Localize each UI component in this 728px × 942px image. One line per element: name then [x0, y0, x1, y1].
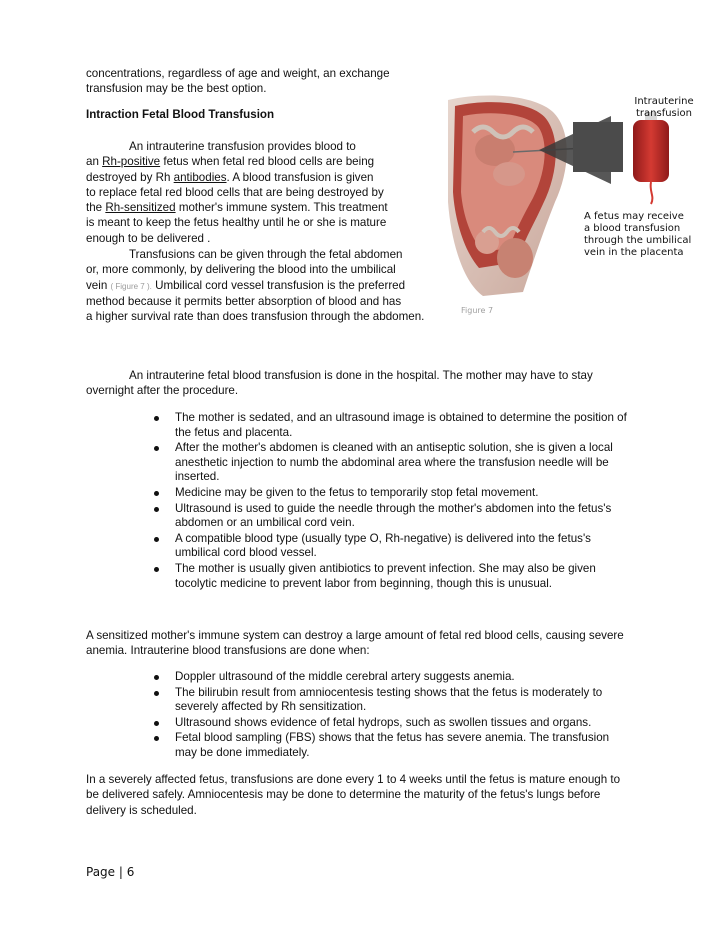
figure-label-line: A fetus may receive [584, 211, 684, 222]
text-run: . A blood transfusion is given [226, 170, 374, 184]
para-line: In a severely affected fetus, transfusions are done every 1 to 4 weeks until the fetus is mature enough to [86, 773, 621, 786]
figure-label-line: through the umbilical [584, 235, 692, 246]
list-item-line: The mother is sedated, and an ultrasound image is obtained to determine the position of [175, 411, 627, 424]
list-item [175, 532, 645, 561]
para-line: An intrauterine transfusion provides blood to [129, 140, 356, 153]
bullet-icon [154, 721, 159, 726]
list-item [175, 716, 645, 731]
paragraph-transfusion-routes [86, 247, 424, 324]
list-item [175, 486, 645, 501]
bullet-icon [154, 446, 159, 451]
list-item-line: severely affected by Rh sensitization. [175, 700, 367, 714]
text-run: the [86, 201, 106, 215]
bullet-icon [154, 537, 159, 542]
list-item-line: the fetus and placenta. [175, 425, 293, 439]
list-item-line: Ultrasound shows evidence of fetal hydrops, such as swollen tissues and organs. [175, 715, 592, 729]
indication-bullet-list [175, 670, 645, 762]
figure-caption: Figure 7 [461, 306, 494, 315]
list-item-line: may be done immediately. [175, 745, 310, 759]
list-item-line: Fetal blood sampling (FBS) shows that the fetus has severe anemia. The transfusion [175, 731, 610, 745]
bullet-icon [154, 691, 159, 696]
intro-line: transfusion may be the best option. [86, 82, 267, 96]
figure-label-line: vein in the placenta [584, 247, 684, 258]
paragraph-hospital [86, 368, 593, 399]
text-run: vein [86, 278, 111, 292]
text-run: destroyed by Rh [86, 170, 174, 184]
para-line: a higher survival rate than does transfusion through the abdomen. [86, 310, 425, 324]
para-line [86, 154, 388, 169]
para-line: is meant to keep the fetus healthy until he or she is mature [86, 216, 387, 230]
figure-label-line: transfusion [635, 108, 692, 119]
para-line: anemia. Intrauterine blood transfusions are done when: [86, 644, 370, 658]
text-run: fetus when fetal red blood cells are being [160, 155, 375, 169]
para-line: An intrauterine fetal blood transfusion is done in the hospital. The mother may have to stay [129, 369, 593, 382]
para-line: A sensitized mother's immune system can destroy a large amount of fetal red blood cells, causing severe [86, 629, 624, 642]
list-item [175, 411, 645, 440]
para-line [86, 170, 388, 185]
section-heading: Intraction Fetal Blood Transfusion [86, 108, 275, 121]
list-item-line: inserted. [175, 470, 220, 484]
figure-label-line: Intrauterine [634, 96, 694, 107]
para-line [86, 200, 388, 215]
para-line: method because it permits better absorption of blood and has [86, 294, 402, 308]
list-item [175, 502, 645, 531]
bullet-icon [154, 507, 159, 512]
rh-sensitized-link[interactable]: Rh-sensitized [105, 201, 176, 215]
para-line: or, more commonly, by delivering the blood into the umbilical [86, 263, 396, 277]
rh-positive-link[interactable]: Rh-positive [102, 155, 161, 169]
list-item-line: tocolytic medicine to prevent labor from beginning, though this is unusual. [175, 576, 553, 590]
list-item [175, 562, 645, 591]
para-line: be delivered safely. Amniocentesis may be done to determine the maturity of the fetus's lungs before [86, 788, 601, 802]
intro-paragraph [86, 66, 390, 97]
paragraph-frequency [86, 772, 620, 818]
paragraph-sensitized [86, 628, 624, 659]
bullet-icon [154, 567, 159, 572]
list-item-line: After the mother's abdomen is cleaned with an antiseptic solution, she is given a local [175, 441, 613, 455]
bullet-icon [154, 675, 159, 680]
para-line: delivery is scheduled. [86, 803, 197, 817]
bullet-icon [154, 736, 159, 741]
bullet-icon [154, 416, 159, 421]
figure-label-side [584, 211, 691, 259]
para-line: overnight after the procedure. [86, 384, 239, 398]
text-run: an [86, 155, 103, 169]
list-item [175, 731, 645, 760]
text-run: mother's immune system. This treatment [175, 201, 388, 215]
paragraph-intrauterine-transfusion [86, 139, 388, 246]
list-item-line: A compatible blood type (usually type O, Rh-negative) is delivered into the fetus's [175, 531, 591, 545]
figure-intrauterine-transfusion [443, 92, 701, 328]
list-item [175, 686, 645, 715]
figure-label-top [629, 96, 699, 120]
list-item-line: The mother is usually given antibiotics to prevent infection. She may also be given [175, 561, 596, 575]
intro-line: concentrations, regardless of age and weight, an exchange [86, 67, 390, 80]
bullet-icon [154, 491, 159, 496]
list-item-line: umbilical cord blood vessel. [175, 546, 317, 560]
list-item-line: abdomen or an umbilical cord vein. [175, 516, 355, 530]
list-item-line: The bilirubin result from amniocentesis testing shows that the fetus is moderately to [175, 685, 603, 699]
figure-label-line: a blood transfusion [584, 223, 681, 234]
list-item [175, 441, 645, 485]
para-line: to replace fetal red blood cells that are being destroyed by [86, 185, 384, 199]
procedure-bullet-list [175, 411, 645, 592]
para-line [86, 278, 424, 294]
figure-reference[interactable]: ( Figure 7 ). [110, 281, 152, 291]
list-item-line: Medicine may be given to the fetus to temporarily stop fetal movement. [175, 485, 539, 499]
transfusion-illustration [443, 92, 701, 328]
list-item-line: Ultrasound is used to guide the needle through the mother's abdomen into the fetus's [175, 501, 612, 515]
list-item-line: Doppler ultrasound of the middle cerebral artery suggests anemia. [175, 670, 515, 683]
para-line: enough to be delivered . [86, 231, 211, 245]
page-number: Page | 6 [86, 865, 135, 879]
text-run: Umbilical cord vessel transfusion is the preferred [151, 278, 406, 292]
list-item [175, 670, 645, 685]
list-item-line: anesthetic injection to numb the abdominal area where the transfusion needle will be [175, 455, 609, 469]
para-line: Transfusions can be given through the fetal abdomen [129, 248, 403, 261]
antibodies-link[interactable]: antibodies [173, 170, 227, 184]
